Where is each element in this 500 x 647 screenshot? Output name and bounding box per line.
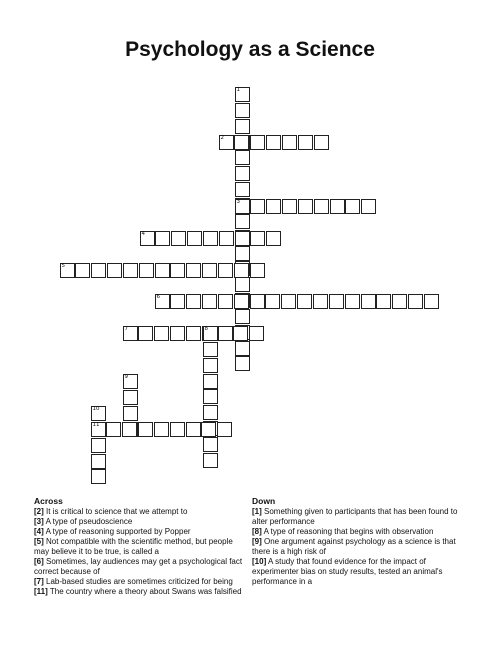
grid-cell[interactable] (235, 246, 250, 261)
across-clue-2: [2] It is critical to science that we attempt to (34, 507, 188, 516)
grid-cell[interactable] (123, 326, 138, 341)
grid-cell[interactable] (234, 135, 249, 150)
grid-cell[interactable] (345, 294, 360, 309)
grid-cell[interactable] (203, 437, 218, 452)
cell-number: 8 (204, 326, 208, 332)
grid-cell[interactable] (235, 150, 250, 165)
grid-cell[interactable] (233, 326, 248, 341)
grid-cell[interactable] (235, 309, 250, 324)
grid-cell[interactable] (345, 199, 360, 214)
grid-cell[interactable] (250, 199, 265, 214)
across-clue-5: [5] Not compatible with the scientific method, but people may believe it to be true, is called a (34, 537, 233, 556)
grid-cell[interactable] (235, 341, 250, 356)
grid-cell[interactable] (376, 294, 391, 309)
grid-cell[interactable] (265, 294, 280, 309)
cell-number: 5 (61, 263, 65, 269)
grid-cell[interactable] (281, 294, 296, 309)
down-clue-10: [10] A study that found evidence for the impact of experimenter bias on study results, tested an animal's performance in a (252, 557, 443, 586)
grid-cell[interactable] (91, 438, 106, 453)
down-clues (252, 496, 467, 587)
grid-cell[interactable] (201, 422, 216, 437)
grid-cell[interactable] (138, 422, 153, 437)
grid-cell[interactable] (186, 263, 201, 278)
grid-cell[interactable] (298, 135, 313, 150)
grid-cell[interactable] (203, 231, 218, 246)
grid-cell[interactable] (60, 263, 75, 278)
grid-cell[interactable] (91, 263, 106, 278)
cell-number: 9 (124, 374, 128, 380)
grid-cell[interactable] (139, 263, 154, 278)
grid-cell[interactable] (186, 422, 201, 437)
grid-cell[interactable] (203, 358, 218, 373)
grid-cell[interactable] (107, 263, 122, 278)
grid-cell[interactable] (235, 199, 250, 214)
grid-cell[interactable] (424, 294, 439, 309)
grid-cell[interactable] (361, 294, 376, 309)
grid-cell[interactable] (75, 263, 90, 278)
grid-cell[interactable] (170, 294, 185, 309)
grid-cell[interactable] (123, 390, 138, 405)
grid-cell[interactable] (250, 294, 265, 309)
grid-cell[interactable] (266, 199, 281, 214)
grid-cell[interactable] (170, 263, 185, 278)
grid-cell[interactable] (123, 406, 138, 421)
across-clue-11: [11] The country where a theory about Swans was falsified (34, 587, 242, 596)
grid-cell[interactable] (329, 294, 344, 309)
grid-cell[interactable] (218, 326, 233, 341)
grid-cell[interactable] (186, 326, 201, 341)
grid-cell[interactable] (203, 342, 218, 357)
across-heading: Across (34, 496, 63, 506)
grid-cell[interactable] (235, 119, 250, 134)
grid-cell[interactable] (170, 422, 185, 437)
puzzle-title: Psychology as a Science (125, 38, 375, 61)
grid-cell[interactable] (266, 231, 281, 246)
grid-cell[interactable] (297, 294, 312, 309)
grid-cell[interactable] (298, 199, 313, 214)
grid-cell[interactable] (106, 422, 121, 437)
grid-cell[interactable] (282, 135, 297, 150)
grid-cell[interactable] (154, 422, 169, 437)
cell-number: 7 (124, 326, 128, 332)
grid-cell[interactable] (219, 135, 234, 150)
grid-cell[interactable] (203, 389, 218, 404)
grid-cell[interactable] (202, 294, 217, 309)
grid-cell[interactable] (154, 326, 169, 341)
grid-cell[interactable] (140, 231, 155, 246)
grid-cell[interactable] (235, 87, 250, 102)
grid-cell[interactable] (91, 422, 106, 437)
grid-cell[interactable] (123, 263, 138, 278)
grid-cell[interactable] (249, 326, 264, 341)
grid-cell[interactable] (282, 199, 297, 214)
grid-cell[interactable] (250, 135, 265, 150)
grid-cell[interactable] (313, 294, 328, 309)
grid-cell[interactable] (155, 263, 170, 278)
grid-cell[interactable] (219, 231, 234, 246)
grid-cell[interactable] (266, 135, 281, 150)
down-heading: Down (252, 496, 276, 506)
grid-cell[interactable] (138, 326, 153, 341)
grid-cell[interactable] (202, 263, 217, 278)
grid-cell[interactable] (314, 135, 329, 150)
across-clue-4: [4] A type of reasoning supported by Popper (34, 527, 191, 536)
down-clue-8: [8] A type of reasoning that begins with observation (252, 527, 434, 536)
grid-cell[interactable] (235, 231, 250, 246)
grid-cell[interactable] (234, 294, 249, 309)
grid-cell[interactable] (170, 326, 185, 341)
grid-cell[interactable] (155, 231, 170, 246)
across-clue-6: [6] Sometimes, lay audiences may get a psychological fact correct because of (34, 557, 243, 576)
cell-number: 6 (156, 294, 160, 300)
grid-cell[interactable] (250, 231, 265, 246)
grid-cell[interactable] (203, 326, 218, 341)
grid-cell[interactable] (218, 263, 233, 278)
down-clue-1: [1] Something given to participants that has been found to alter performance (252, 507, 458, 526)
grid-cell[interactable] (330, 199, 345, 214)
across-clue-3: [3] A type of pseudoscience (34, 517, 133, 526)
grid-cell[interactable] (235, 103, 250, 118)
grid-cell[interactable] (361, 199, 376, 214)
down-clue-9: [9] One argument against psychology as a science is that there is a high risk of (252, 537, 456, 556)
across-clue-7: [7] Lab-based studies are sometimes criticized for being (34, 577, 233, 586)
grid-cell[interactable] (203, 374, 218, 389)
grid-cell[interactable] (235, 214, 250, 229)
grid-cell[interactable] (91, 469, 106, 484)
grid-cell[interactable] (123, 374, 138, 389)
across-clues (34, 496, 244, 597)
cell-number: 1 (236, 87, 240, 93)
cell-number: 2 (220, 135, 224, 141)
grid-cell[interactable] (314, 199, 329, 214)
grid-cell[interactable] (235, 166, 250, 181)
grid-cell[interactable] (234, 263, 249, 278)
grid-cell[interactable] (203, 405, 218, 420)
cell-number: 11 (92, 421, 100, 428)
grid-cell[interactable] (171, 231, 186, 246)
grid-cell[interactable] (392, 294, 407, 309)
grid-cell[interactable] (217, 422, 232, 437)
grid-cell[interactable] (91, 454, 106, 469)
grid-cell[interactable] (235, 182, 250, 197)
grid-cell[interactable] (155, 294, 170, 309)
cell-number: 4 (141, 231, 145, 237)
cell-number: 10 (92, 406, 100, 412)
grid-cell[interactable] (218, 294, 233, 309)
grid-cell[interactable] (91, 406, 106, 421)
grid-cell[interactable] (408, 294, 423, 309)
grid-cell[interactable] (186, 294, 201, 309)
grid-cell[interactable] (187, 231, 202, 246)
grid-cell[interactable] (235, 277, 250, 292)
grid-cell[interactable] (250, 263, 265, 278)
cell-number: 3 (236, 199, 240, 205)
grid-cell[interactable] (203, 453, 218, 468)
grid-cell[interactable] (235, 356, 250, 371)
grid-cell[interactable] (122, 422, 137, 437)
